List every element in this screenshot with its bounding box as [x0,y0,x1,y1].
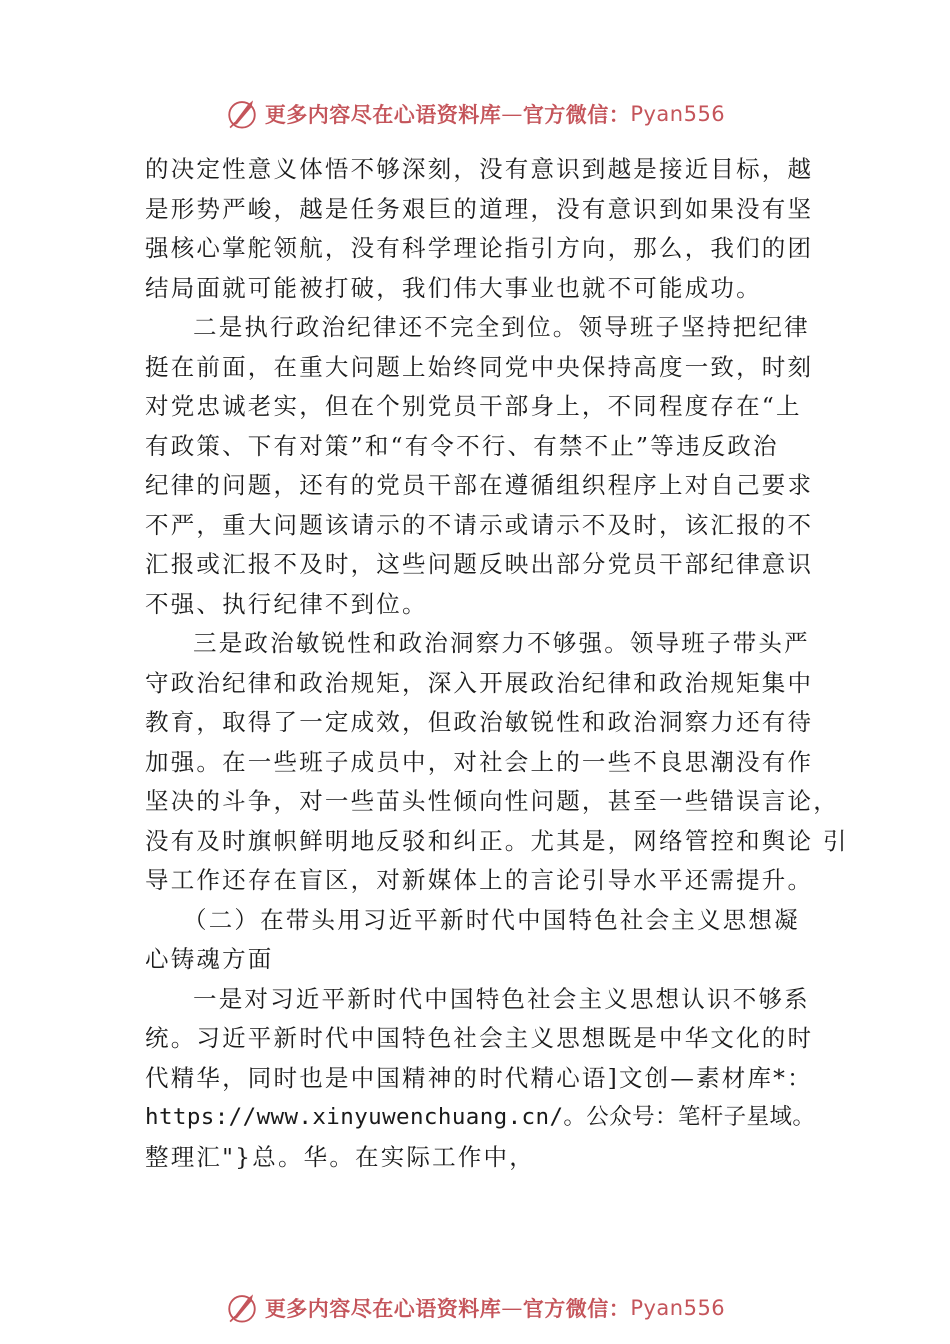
text-line: 纪律的问题，还有的党员干部在遵循组织程序上对自己要求 [145,471,814,499]
paragraph-start-line: 二是执行政治纪律还不完全到位。领导班子坚持把纪律 [193,313,810,341]
text-line: 挺在前面，在重大问题上始终同党中央保持高度一致，时刻 [145,352,814,381]
watermark-separator: — [501,102,523,126]
watermark-official-label: 官方微信： [522,102,631,127]
url-line: https://www.xinyuwenchuang.cn/。公众号：笔杆子星域。 [145,1104,816,1130]
text-line: 教育，取得了一定成效，但政治敏锐性和政治洞察力还有待 [145,708,814,736]
watermark-separator: — [501,1296,523,1320]
header-watermark [0,96,950,132]
text-line: 不强、执行纪律不到位。 [145,589,428,618]
quill-pen-circle-icon [225,97,259,131]
text-line: 强核心掌舵领航，没有科学理论指引方向，那么，我们的团 [145,234,814,262]
text-line: 对党忠诚老实，但在个别党员干部身上，不同程度存在“上 [145,392,802,420]
quill-pen-circle-icon [225,1291,259,1325]
section-heading-line: （二）在带头用习近平新时代中国特色社会主义思想凝 [183,905,800,934]
paragraph-start-line: 三是政治敏锐性和政治洞察力不够强。领导班子带头严 [193,629,810,657]
text-line: 没有及时旗帜鲜明地反驳和纠正。尤其是，网络管控和舆论 引 [145,826,849,855]
watermark-library-name: 更多内容尽在心语资料库 [264,1296,502,1321]
text-line: 结局面就可能被打破，我们伟大事业也就不可能成功。 [145,273,762,302]
text-line: 不严，重大问题该请示的不请示或请示不及时，该汇报的不 [145,510,814,539]
text-line: 的决定性意义体悟不够深刻，没有意识到越是接近目标，越 [145,155,814,183]
watermark-official-label: 官方微信： [522,1296,631,1321]
text-line: 加强。在一些班子成员中，对社会上的一些不良思潮没有作 [145,747,814,776]
watermark-account: Pyan556 [630,1296,726,1320]
section-heading-line: 心铸魂方面 [145,945,274,973]
text-line: 有政策、下有对策”和“有令不行、有禁不止”等违反政治 [145,431,779,460]
document-body [145,150,849,1177]
text-line: 导工作还存在盲区，对新媒体上的言论引导水平还需提升。 [145,866,814,894]
watermark-account: Pyan556 [630,102,726,126]
footer-watermark [0,1290,950,1326]
text-line: 汇报或汇报不及时，这些问题反映出部分党员干部纪律意识 [145,550,814,578]
text-line: 代精华，同时也是中国精神的时代精心语]文创—素材库*： [145,1063,813,1092]
text-line: 整理汇"}总。华。在实际工作中， [145,1142,535,1171]
text-line: 守政治纪律和政治规矩，深入开展政治纪律和政治规矩集中 [145,668,814,697]
paragraph-start-line: 一是对习近平新时代中国特色社会主义思想认识不够系 [193,984,810,1013]
text-line: 是形势严峻，越是任务艰巨的道理，没有意识到如果没有坚 [145,194,814,223]
watermark-library-name: 更多内容尽在心语资料库 [264,102,502,127]
text-line: 坚决的斗争，对一些苗头性倾向性问题，甚至一些错误言论， [145,787,839,815]
text-line: 统。习近平新时代中国特色社会主义思想既是中华文化的时 [145,1024,814,1052]
